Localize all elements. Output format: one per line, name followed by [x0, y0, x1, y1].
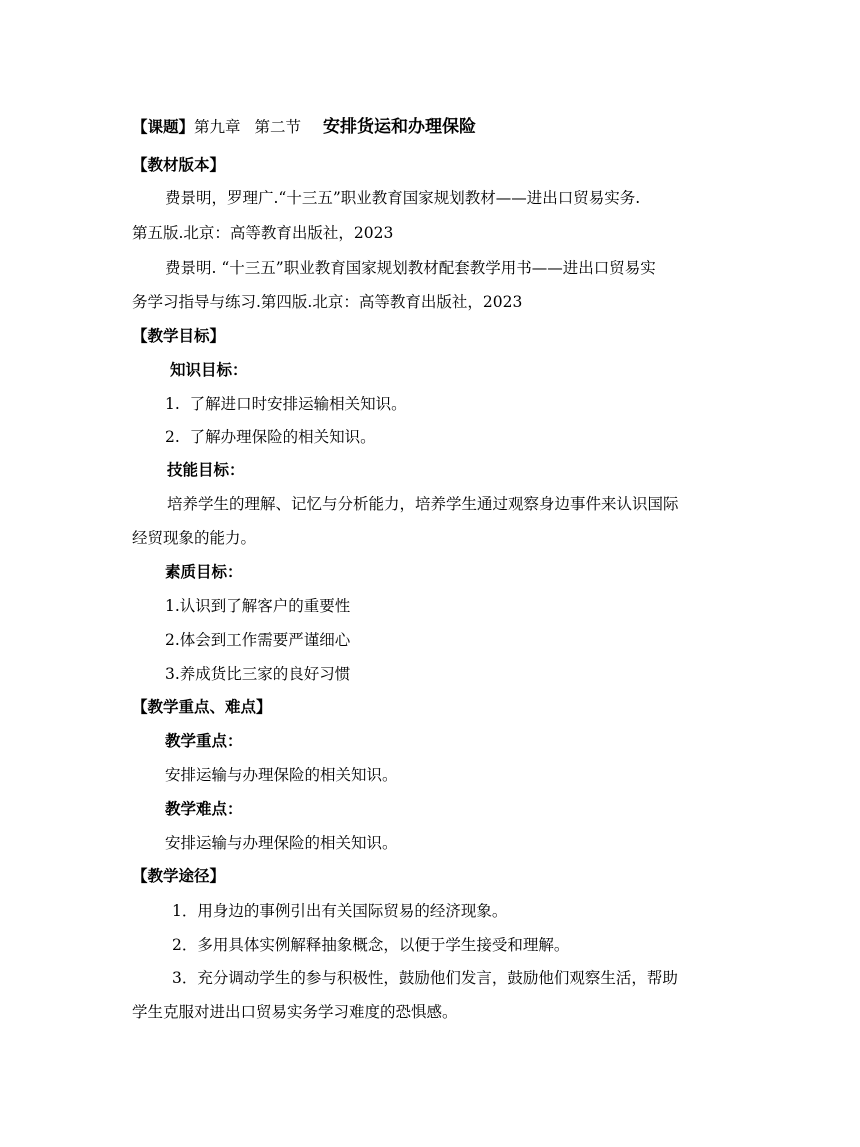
approach-item-3-line-1: 3．充分调动学生的参与积极性，鼓励他们发言，鼓励他们观察生活，帮助	[172, 969, 678, 987]
approach-heading: 【教学途径】	[132, 866, 226, 885]
textbook-heading: 【教材版本】	[132, 155, 226, 174]
textbook-entry-2-line-1: 费景明. “十三五”职业教育国家规划教材配套教学用书——进出口贸易实	[165, 259, 656, 277]
knowledge-item-2	[165, 427, 765, 447]
knowledge-item-1-text: 了解进口时安排运输相关知识。	[189, 395, 407, 413]
textbook-entry-2-line-2: 务学习指导与练习.第四版.北京：高等教育出版社，2023	[132, 293, 523, 311]
lesson-title-line	[132, 117, 732, 137]
approach-item-3-line-2: 学生克服对进出口贸易实务学习难度的恐惧感。	[132, 1003, 458, 1021]
section-label: 第二节	[254, 118, 302, 136]
teaching-focus-text: 安排运输与办理保险的相关知识。	[165, 766, 398, 784]
quality-objectives-label: 素质目标：	[165, 562, 243, 581]
knowledge-item-1-number: 1.	[165, 395, 180, 413]
teaching-focus-label: 教学重点：	[165, 731, 243, 750]
textbook-entry-1-line-1: 费景明，罗理广.“十三五”职业教育国家规划教材——进出口贸易实务.	[165, 189, 641, 207]
teaching-difficulty-label: 教学难点：	[165, 799, 243, 818]
skill-text-line-2: 经贸现象的能力。	[132, 529, 257, 547]
quality-item-3: 3.养成货比三家的良好习惯	[165, 665, 351, 683]
knowledge-objectives-label: 知识目标：	[170, 360, 248, 379]
teaching-difficulty-text: 安排运输与办理保险的相关知识。	[165, 834, 398, 852]
lesson-label: 【课题】	[132, 117, 195, 136]
skill-objectives-label: 技能目标：	[167, 460, 245, 479]
key-points-heading: 【教学重点、难点】	[132, 697, 272, 716]
chapter-label: 第九章	[194, 118, 241, 136]
approach-item-1: 1．用身边的事例引出有关国际贸易的经济现象。	[172, 902, 508, 920]
objectives-heading: 【教学目标】	[132, 326, 226, 345]
knowledge-item-2-text: 了解办理保险的相关知识。	[189, 428, 376, 446]
skill-text-line-1: 培养学生的理解、记忆与分析能力，培养学生通过观察身边事件来认识国际	[167, 495, 679, 513]
knowledge-item-1	[165, 394, 765, 414]
knowledge-item-2-number: 2.	[165, 428, 180, 446]
approach-item-2: 2．多用具体实例解释抽象概念，以便于学生接受和理解。	[172, 936, 570, 954]
quality-item-1: 1.认识到了解客户的重要性	[165, 597, 351, 615]
quality-item-2: 2.体会到工作需要严谨细心	[165, 631, 351, 649]
textbook-entry-1-line-2: 第五版.北京：高等教育出版社，2023	[132, 224, 394, 242]
lesson-title: 安排货运和办理保险	[323, 117, 477, 137]
